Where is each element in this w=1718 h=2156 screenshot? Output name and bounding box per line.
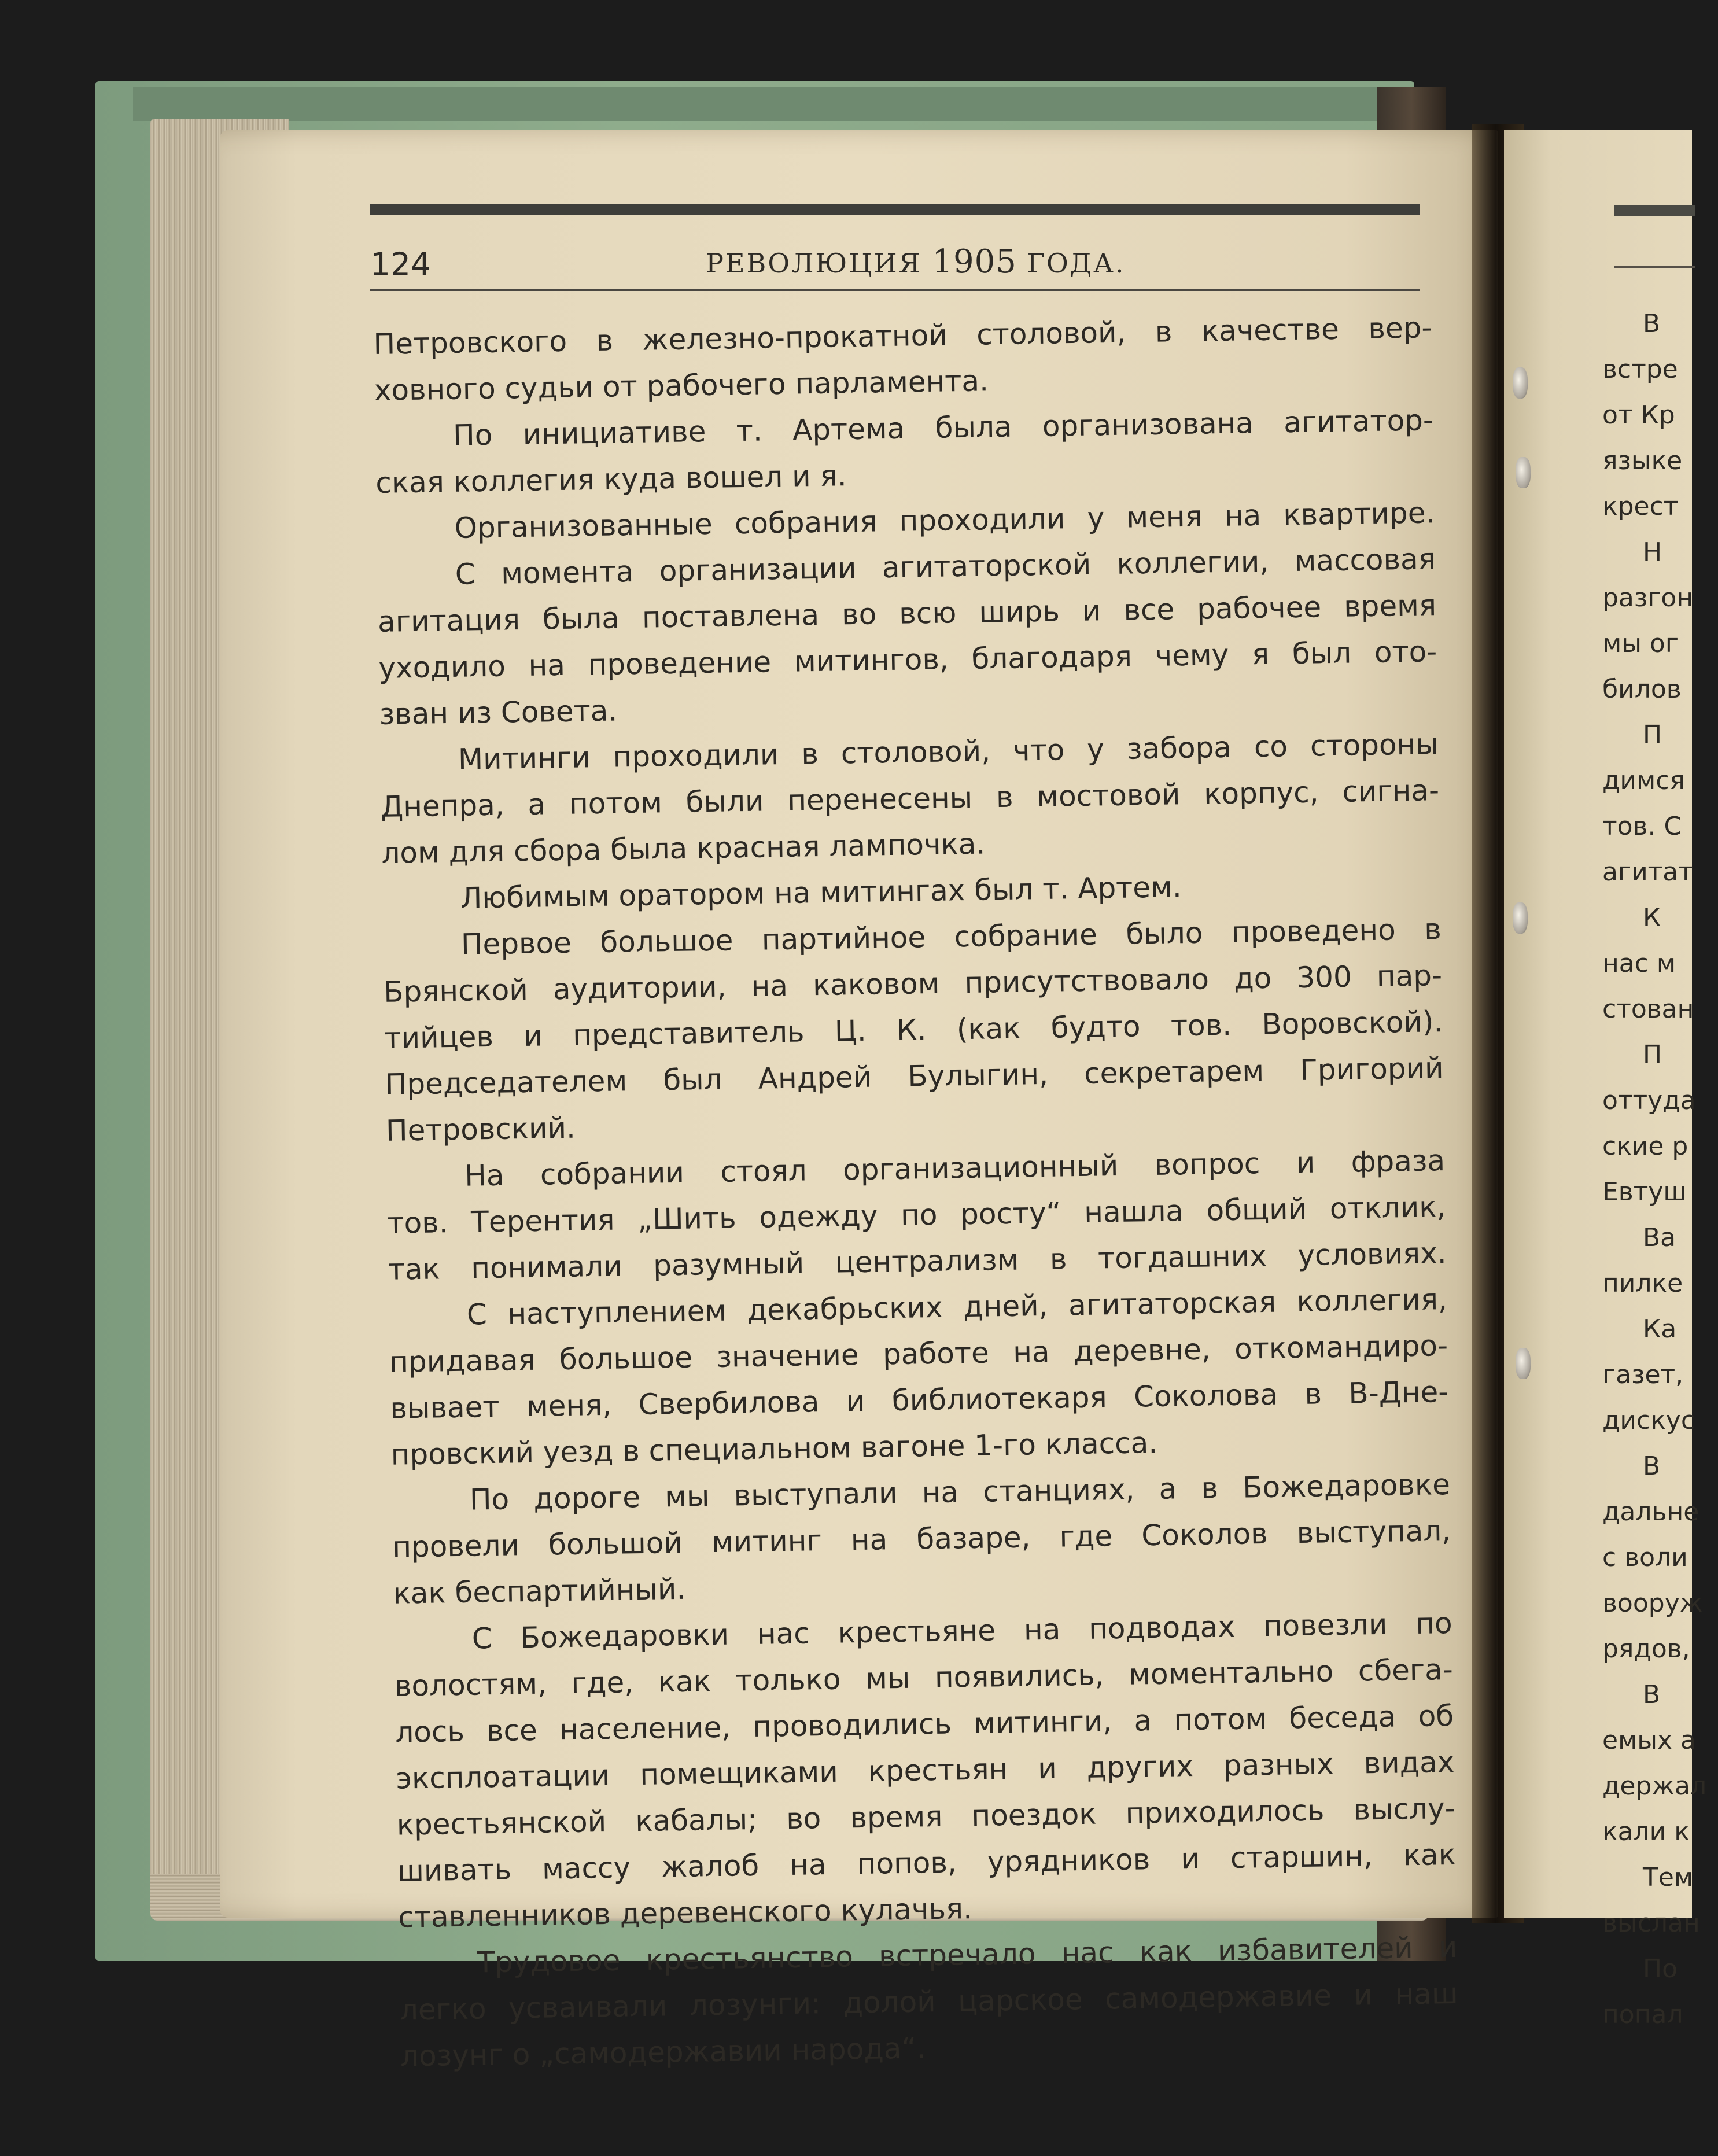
right-page-line: ские р [1602, 1132, 1688, 1161]
text-line: Брянской аудитории, на каковом присутствовало до 300 пар- [383, 959, 1443, 1009]
right-page-line: димся [1602, 766, 1685, 795]
text-line: шивать массу жалоб на попов, урядников и старшин, как [397, 1837, 1457, 1888]
text-line: придавая большое значение работе на деревне, откомандиро- [389, 1329, 1448, 1379]
running-title-year: 1905 [932, 243, 1017, 281]
running-title [706, 243, 1126, 281]
right-page-line: нас м [1602, 949, 1676, 978]
right-page-line: с воли [1602, 1543, 1688, 1572]
right-page-line: По [1643, 1954, 1678, 1984]
header-rule-thin [370, 289, 1420, 291]
right-page-line: попал [1602, 2000, 1683, 2029]
right-page-line: дискус [1602, 1406, 1695, 1435]
right-page-line: дальне [1602, 1497, 1699, 1527]
body-text [373, 304, 1459, 2079]
right-page-line: тов. С [1602, 812, 1682, 841]
text-line: вывает меня, Свербилова и библиотекаря Соколова в В-Дне- [390, 1375, 1449, 1425]
running-title-prefix: РЕВОЛЮЦИЯ [706, 248, 932, 279]
text-line: зван из Совета. [379, 694, 618, 731]
text-line: ставленников деревенского кулачья. [397, 1892, 973, 1934]
text-line: тийцев и представитель Ц. К. (как будто тов. Воровской). [384, 1005, 1443, 1055]
text-line: лом для сбора была красная лампочка. [381, 827, 986, 870]
right-page-line: П [1643, 720, 1662, 750]
text-line: лозунг о „самодержавии народа“. [400, 2031, 926, 2073]
page-number: 124 [370, 246, 431, 283]
right-page-line: от Кр [1602, 400, 1675, 430]
text-line: так понимали разумный централизм в тогдашних условиях. [388, 1236, 1447, 1287]
header-rule-thick [370, 204, 1420, 215]
right-page-line: крест [1602, 492, 1679, 521]
right-page-line: выслан [1602, 1908, 1700, 1938]
right-page-line: встре [1602, 355, 1678, 384]
text-line: провский уезд в специальном вагоне 1-го класса. [390, 1425, 1158, 1472]
text-line: Митинги проходили в столовой, что у забора со стороны [458, 727, 1439, 776]
right-page-line: мы ог [1602, 629, 1679, 658]
text-line: Организованные собрания проходили у меня на квартире. [454, 496, 1435, 545]
right-page-line: кали к [1602, 1817, 1690, 1847]
right-page-line: языке [1602, 446, 1683, 476]
binding-staple [1516, 1348, 1531, 1379]
text-line: Любимым оратором на митингах был т. Артем. [460, 870, 1182, 915]
text-line: ховного судьи от рабочего парламента. [374, 364, 989, 407]
right-page-line: Тем [1643, 1863, 1694, 1892]
right-page-line: пилке [1602, 1269, 1683, 1298]
text-line: как беспартийный. [393, 1572, 686, 1610]
text-line: Трудовое крестьянство встречало нас как избавителей и [477, 1930, 1458, 1980]
right-page-line: газет, [1602, 1360, 1684, 1390]
text-line: провели большой митинг на базаре, где Соколов выступал, [392, 1513, 1451, 1564]
text-line: На собрании стоял организационный вопрос и фраза [464, 1144, 1446, 1193]
text-line: По инициативе т. Артема была организована агитатор- [452, 403, 1434, 452]
text-line: уходило на проведение митингов, благодаря чему я был ото- [378, 635, 1437, 685]
right-page-line: К [1643, 903, 1661, 933]
right-page-line: В [1643, 1680, 1661, 1709]
text-line: С момента организации агитаторской коллегии, массовая [455, 542, 1436, 591]
right-page-line: Н [1643, 537, 1662, 567]
right-page-line: емых а [1602, 1726, 1696, 1755]
right-page-line: В [1643, 309, 1661, 338]
running-title-suffix: ГОДА. [1016, 248, 1126, 279]
binding-staple [1516, 457, 1531, 488]
right-page-line: оттуда [1602, 1086, 1696, 1115]
text-line: тов. Терентия „Шить одежду по росту“ нашла общий отклик, [387, 1190, 1446, 1240]
text-line: волостям, где, как только мы появились, моментально сбега- [394, 1652, 1454, 1703]
binding-staple [1513, 902, 1528, 934]
text-line: Петровского в железно-прокатной столовой, в качестве вер- [373, 311, 1432, 361]
right-page-fragment [1504, 130, 1707, 2029]
right-page-line: П [1643, 1040, 1662, 1070]
right-page-text [1602, 301, 1718, 2037]
book-cover-top-edge [133, 87, 1435, 121]
text-line: агитация была поставлена во всю ширь и все рабочее время [377, 588, 1437, 639]
text-line: крестьянской кабалы; во время поездок приходилось выслу- [396, 1791, 1456, 1842]
text-line: легко усваивали лозунги: долой царское самодержавие и наш [399, 1976, 1459, 2027]
right-page-header-rule-thick [1614, 205, 1695, 216]
text-line: Днепра, а потом были перенесены в мостовой корпус, сигна- [380, 773, 1440, 824]
right-page-line: вооруж [1602, 1589, 1703, 1618]
text-line: лось все население, проводились митинги, а потом беседа об [395, 1698, 1454, 1749]
text-line: эксплоатации помещиками крестьян и других разных видах [396, 1745, 1455, 1796]
right-page-line: билов [1602, 675, 1682, 704]
right-page-line: Евтуш [1602, 1177, 1687, 1207]
right-page-line: агитат [1602, 857, 1693, 887]
right-page-line: В [1643, 1451, 1661, 1481]
right-page-line: рядов, [1602, 1634, 1690, 1664]
text-line: Председателем был Андрей Булыгин, секретарем Григорий [385, 1051, 1444, 1101]
text-line: Первое большое партийное собрание было проведено в [460, 912, 1442, 961]
right-page-line: разгон [1602, 583, 1694, 613]
right-page-header-rule-thin [1614, 266, 1695, 268]
text-line: ская коллегия куда вошел и я. [375, 459, 847, 500]
right-page-line: держал [1602, 1771, 1707, 1801]
text-line: С наступлением декабрьских дней, агитаторская коллегия, [466, 1282, 1448, 1332]
right-page-line: стован [1602, 994, 1694, 1024]
text-line: С Божедаровки нас крестьяне на подводах повезли по [471, 1606, 1453, 1656]
text-line: Петровский. [385, 1111, 576, 1148]
right-page-line: Ва [1643, 1223, 1676, 1252]
binding-staple [1513, 367, 1528, 399]
right-page-line: Ка [1643, 1314, 1677, 1344]
text-line: По дороге мы выступали на станциях, а в Божедаровке [469, 1468, 1451, 1517]
